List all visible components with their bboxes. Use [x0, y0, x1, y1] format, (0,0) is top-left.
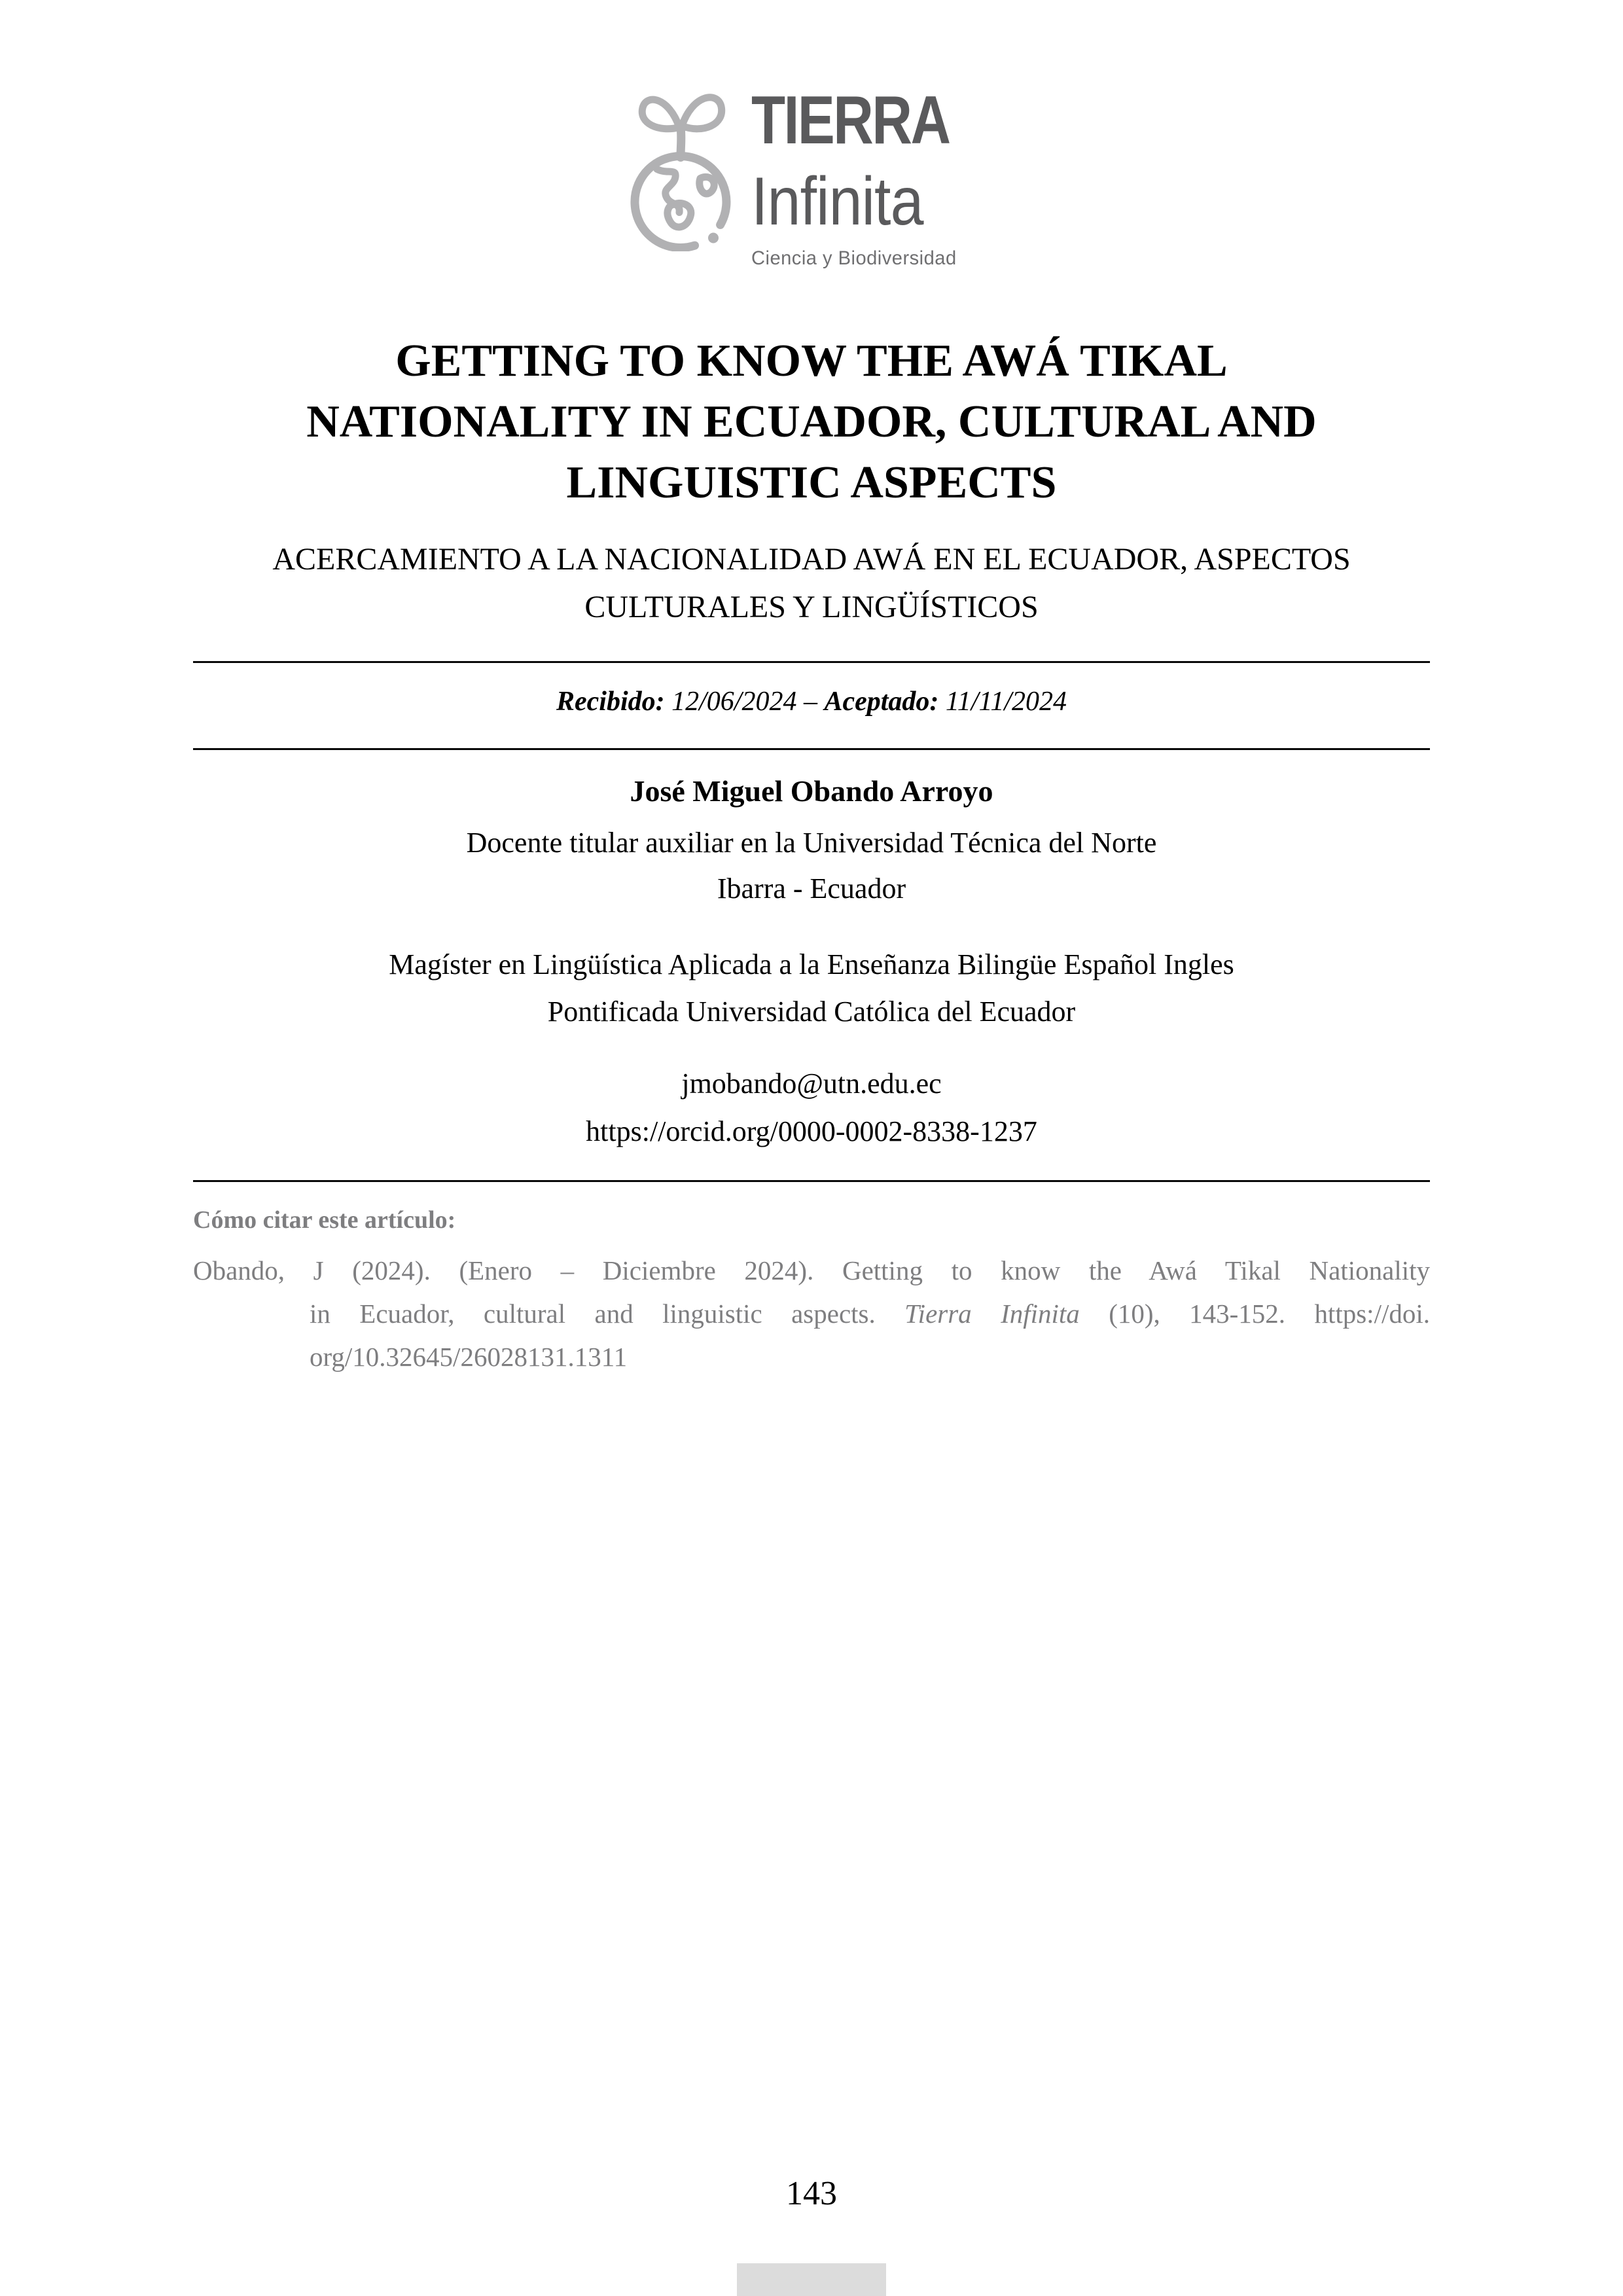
article-subtitle-es — [160, 535, 1463, 631]
divider — [193, 661, 1430, 663]
dash: – — [803, 687, 817, 717]
citation-line: Obando, J (2024). (Enero – Diciembre 2024). Getting to know the Awá Tikal Nationality — [193, 1255, 1430, 1285]
brand-name-top: TIERRA — [751, 82, 950, 158]
title-line: NATIONALITY IN ECUADOR, CULTURAL AND — [306, 397, 1317, 447]
citation-text — [193, 1249, 1430, 1378]
title-line: LINGUISTIC ASPECTS — [566, 457, 1057, 508]
brand-tagline: Ciencia y Biodiversidad — [751, 247, 957, 269]
author-email-link[interactable]: jmobando@utn.edu.ec — [681, 1067, 942, 1100]
divider — [193, 748, 1430, 750]
citation-line — [310, 1292, 1430, 1335]
received-date: 12/06/2024 — [671, 687, 797, 717]
author-position: Docente titular auxiliar en la Universidad Técnica del Norte — [466, 827, 1157, 859]
author-orcid-link[interactable]: https://orcid.org/0000-0002-8338-1237 — [586, 1115, 1037, 1147]
article-title — [193, 331, 1430, 513]
received-accepted-dates — [193, 686, 1430, 717]
brand-name-bottom: Infinita — [751, 164, 924, 240]
divider — [193, 1180, 1430, 1182]
author-city: Ibarra - Ecuador — [717, 872, 906, 905]
journal-name-italic: Tierra Infinita — [904, 1299, 1080, 1329]
author-degree: Magíster en Lingüística Aplicada a la Enseñanza Bilingüe Español Ingles — [389, 948, 1234, 980]
citation-line2-post: (10), 143-152. https://doi. — [1079, 1299, 1430, 1329]
brand-text — [751, 84, 993, 270]
subtitle-line: CULTURALES Y LINGÜÍSTICOS — [584, 590, 1039, 624]
subtitle-line: ACERCAMIENTO A LA NACIONALIDAD AWÁ EN EL ECUADOR, ASPECTOS — [272, 542, 1351, 577]
journal-logo — [0, 84, 1623, 270]
footer-decoration-rect — [737, 2263, 886, 2296]
received-label: Recibido: — [556, 687, 665, 717]
sprout-globe-icon — [630, 89, 734, 251]
citation-label: Cómo citar este artículo: — [193, 1206, 456, 1234]
accepted-label: Aceptado: — [824, 687, 939, 717]
citation-doi-line[interactable]: org/10.32645/26028131.1311 — [310, 1342, 628, 1372]
author-university: Pontificada Universidad Católica del Ecuador — [547, 996, 1076, 1028]
title-line: GETTING TO KNOW THE AWÁ TIKAL — [395, 336, 1228, 386]
page-number: 143 — [786, 2175, 837, 2212]
citation-line2-pre: in Ecuador, cultural and linguistic aspects. — [310, 1299, 905, 1329]
author-name: José Miguel Obando Arroyo — [630, 774, 993, 808]
accepted-date: 11/11/2024 — [945, 687, 1067, 717]
